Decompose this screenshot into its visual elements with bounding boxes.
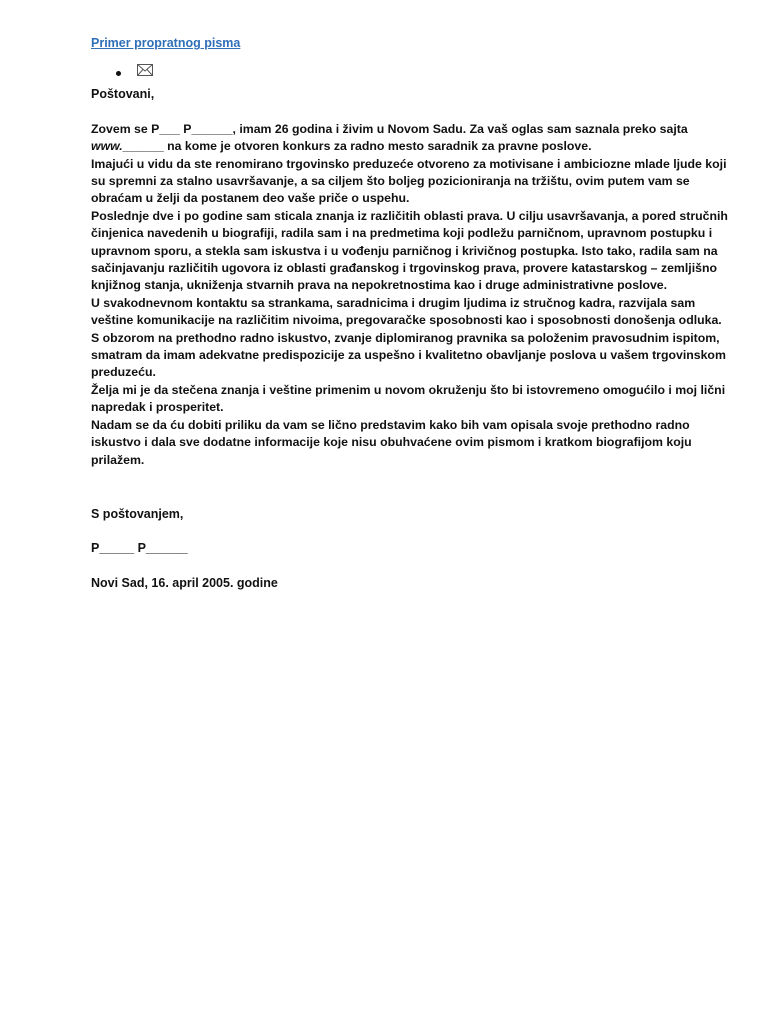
title-link[interactable]: Primer propratnog pisma	[91, 36, 241, 50]
letter-page	[91, 34, 736, 592]
paragraph-closing: Nadam se da ću dobiti priliku da vam se lično predstavim kako bih vam opisala svoje prethodno radno iskustvo i dala sve dodatne informacije koje nisu obuhvaćene ovim pismom i kratkom biografijom koju prilažem.	[91, 417, 692, 467]
greeting: Poštovani,	[91, 87, 155, 101]
intro-text-part1: Zovem se P___ P______, imam 26 godina i živim u Novom Sadu. Za vaš oglas sam saznala preko sajta	[91, 121, 688, 136]
signoff: S poštovanjem,	[91, 506, 184, 521]
bullet-list-item	[91, 65, 736, 82]
paragraph-motivation: Imajući u vidu da ste renomirano trgovinsko preduzeće otvoreno za motivisane i ambiciozne mlade ljude koji su spremni za stalno usavršavanje, a sa ciljem što boljeg pozicioniranja na tržištu, ovim putem vam se obraćam u želji da postanem deo vaše priče o uspehu.	[91, 156, 727, 206]
intro-text-part2: ______ na kome je otvoren konkurs za radno mesto saradnik za pravne poslove.	[122, 139, 592, 154]
envelope-icon[interactable]	[137, 63, 153, 75]
paragraph-experience: Poslednje dve i po godine sam sticala znanja iz različitih oblasti prava. U cilju usavršavanja, a pored stručnih činjenica navedenih u biografiji, radila sam i na predmetima koji podležu parničnom, upravnom postupku i upravnom sporu, a stekla sam iskustva i u vođenju parničnog i krivičnog postupka. Isto tako, radila sam na sačinjavanju različitih ugovora iz oblasti građanskog i trgovinskog prava, provere katastarskog – zemljišno knjižnog stanja, ukniženja stvarnih prava na nepokretnostima kao i druge administrativne poslove.	[91, 208, 728, 293]
signature: P_____ P______	[91, 541, 188, 556]
paragraph-introduction	[91, 121, 736, 156]
paragraph-goals: Želja mi je da stečena znanja i veštine primenim u novom okruženju što bi istovremeno omogućilo i moj lični napredak i prosperitet.	[91, 382, 726, 415]
paragraph-communication: U svakodnevnom kontaktu sa strankama, saradnicima i drugim ljudima iz stručnog kadra, razvijala sam veštine komunikacije na različitim nivoima, pregovaračke sposobnosti kao i sposobnosti donošenja odluka.	[91, 295, 722, 328]
place-date: Novi Sad, 16. april 2005. godine	[91, 575, 278, 590]
intro-website: www.	[91, 139, 123, 154]
letter-body	[91, 121, 736, 469]
paragraph-qualifications: S obzorom na prethodno radno iskustvo, zvanje diplomiranog pravnika sa položenim pravosudnim ispitom, smatram da imam adekvatne predispozicije za uspešno i kvalitetno obavljanje poslova u vašem trgovinskom preduzeću.	[91, 330, 726, 380]
bullet-point	[116, 71, 121, 76]
